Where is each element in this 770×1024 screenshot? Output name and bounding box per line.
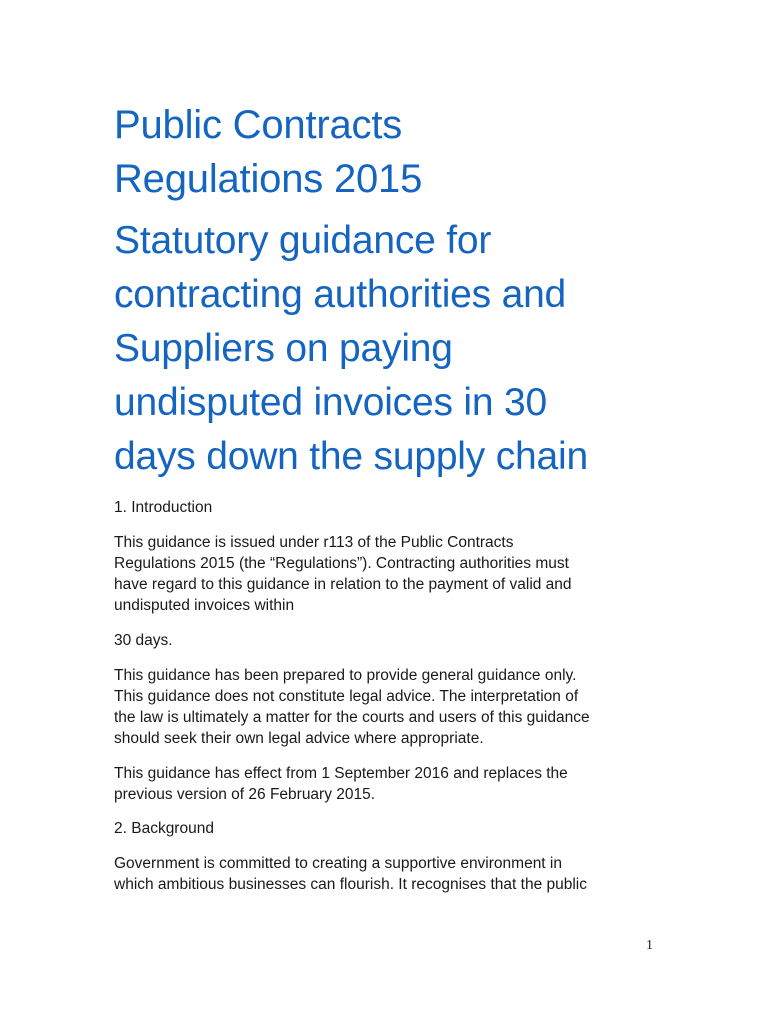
paragraph-intro-issued: This guidance is issued under r113 of the Public Contracts Regulations 2015 (the “Regulations”). Contracting authorities must have regard to this guidance in relation to the payment of valid and undisputed invoices within xyxy=(114,534,572,614)
paragraph-intro-general-guidance: This guidance has been prepared to provide general guidance only. This guidance does not constitute legal advice. The interpretation of the law is ultimately a matter for the courts and users of this guidance should seek their own legal advice where appropriate. xyxy=(114,667,590,747)
paragraph-intro-effective-date: This guidance has effect from 1 September 2016 and replaces the previous version of 26 February 2015. xyxy=(114,765,568,803)
document-title: Public Contracts Regulations 2015 xyxy=(114,103,423,201)
section-heading-introduction: 1. Introduction xyxy=(114,499,213,516)
paragraph-intro-30-days: 30 days. xyxy=(114,632,173,649)
document-subtitle: Statutory guidance for contracting authorities and Suppliers on paying undisputed invoices in 30 days down the supply chain xyxy=(114,219,588,478)
section-heading-background: 2. Background xyxy=(114,820,214,837)
paragraph-background: Government is committed to creating a supportive environment in which ambitious businesses can flourish. It recognises that the public xyxy=(114,855,587,893)
document-page xyxy=(114,98,674,895)
page-number: 1 xyxy=(646,938,653,953)
